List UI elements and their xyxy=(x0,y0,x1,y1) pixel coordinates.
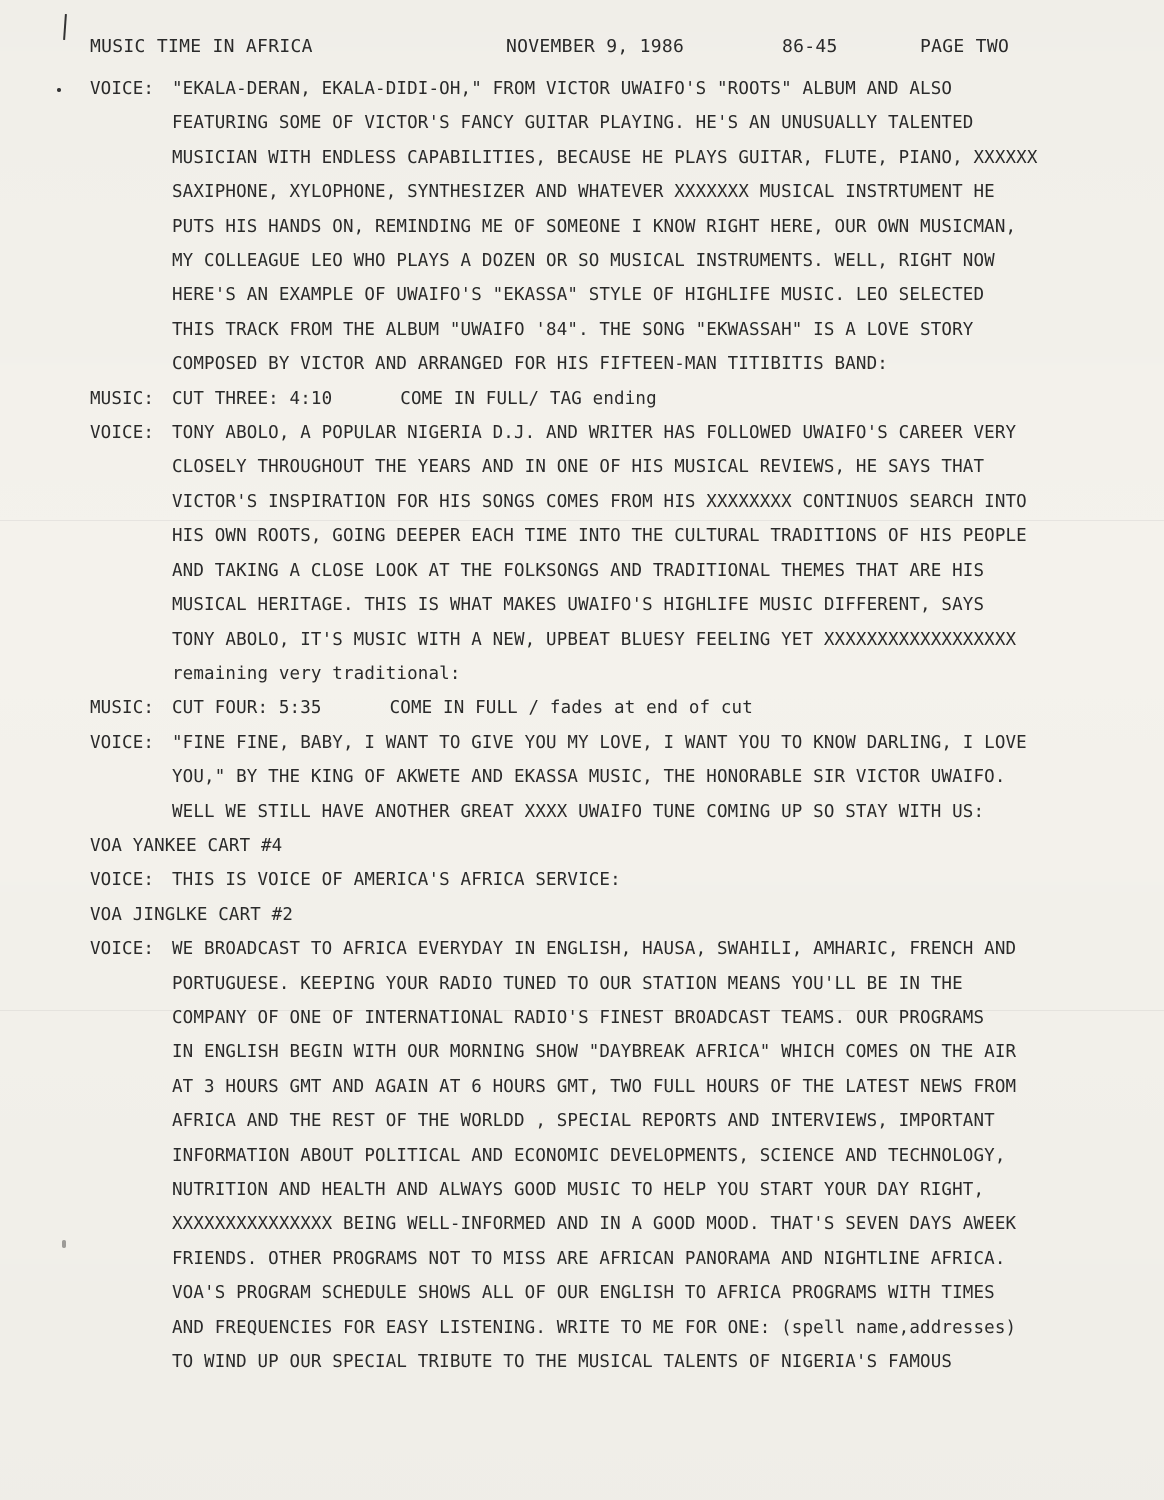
music-cue: CUT FOUR: 5:35 xyxy=(172,698,322,719)
script-line: THIS IS VOICE OF AMERICA'S AFRICA SERVICE: xyxy=(172,870,621,891)
script-line: TO WIND UP OUR SPECIAL TRIBUTE TO THE MUSICAL TALENTS OF NIGERIA'S FAMOUS xyxy=(172,1352,953,1373)
pen-mark xyxy=(63,14,67,40)
script-line: AND FREQUENCIES FOR EASY LISTENING. WRITE TO ME FOR ONE: (spell name,addresses) xyxy=(172,1317,1017,1338)
script-line: THIS TRACK FROM THE ALBUM "UWAIFO '84". THE SONG "EKWASSAH" IS A LOVE STORY xyxy=(172,319,974,340)
script-entry-music xyxy=(90,382,1130,416)
voice-text xyxy=(172,416,1130,691)
voice-text xyxy=(172,863,1130,897)
music-cue-line xyxy=(172,691,1130,725)
script-line: TONY ABOLO, A POPULAR NIGERIA D.J. AND WRITER HAS FOLLOWED UWAIFO'S CAREER VERY xyxy=(172,423,1017,444)
voice-text xyxy=(172,932,1130,1379)
script-line: NUTRITION AND HEALTH AND ALWAYS GOOD MUSIC TO HELP YOU START YOUR DAY RIGHT, xyxy=(172,1180,985,1200)
script-entry-voice xyxy=(90,416,1130,691)
speaker-label: VOICE: xyxy=(90,939,155,960)
script-line: HIS OWN ROOTS, GOING DEEPER EACH TIME INTO THE CULTURAL TRADITIONS OF HIS PEOPLE xyxy=(172,526,1027,547)
script-line: MY COLLEAGUE LEO WHO PLAYS A DOZEN OR SO MUSICAL INSTRUMENTS. WELL, RIGHT NOW xyxy=(172,251,995,272)
page-header xyxy=(90,36,1130,62)
music-direction: COME IN FULL/ TAG ending xyxy=(400,388,657,409)
script-entry-voice xyxy=(90,72,1130,382)
script-line: VICTOR'S INSPIRATION FOR HIS SONGS COMES FROM HIS XXXXXXXX CONTINUOS SEARCH INTO xyxy=(172,491,1027,512)
script-body xyxy=(90,72,1130,1379)
script-entry-voice xyxy=(90,932,1130,1379)
script-entry-voice xyxy=(90,863,1130,897)
script-line: PORTUGUESE. KEEPING YOUR RADIO TUNED TO OUR STATION MEANS YOU'LL BE IN THE xyxy=(172,973,963,994)
music-cue-line xyxy=(172,382,1130,416)
script-line: COMPANY OF ONE OF INTERNATIONAL RADIO'S FINEST BROADCAST TEAMS. OUR PROGRAMS xyxy=(172,1007,985,1028)
paper-mark xyxy=(62,1240,66,1248)
script-line: INFORMATION ABOUT POLITICAL AND ECONOMIC DEVELOPMENTS, SCIENCE AND TECHNOLOGY, xyxy=(172,1145,1006,1166)
script-line: XXXXXXXXXXXXXXX BEING WELL-INFORMED AND IN A GOOD MOOD. THAT'S SEVEN DAYS AWEEK xyxy=(172,1214,1017,1235)
script-line: WELL WE STILL HAVE ANOTHER GREAT XXXX UWAIFO TUNE COMING UP SO STAY WITH US: xyxy=(172,801,985,822)
script-line: WE BROADCAST TO AFRICA EVERYDAY IN ENGLISH, HAUSA, SWAHILI, AMHARIC, FRENCH AND xyxy=(172,939,1017,960)
music-cue: CUT THREE: 4:10 xyxy=(172,388,333,409)
script-line: "FINE FINE, BABY, I WANT TO GIVE YOU MY LOVE, I WANT YOU TO KNOW DARLING, I LOVE xyxy=(172,732,1027,753)
script-line: FRIENDS. OTHER PROGRAMS NOT TO MISS ARE AFRICAN PANORAMA AND NIGHTLINE AFRICA. xyxy=(172,1248,1006,1269)
script-entry-music xyxy=(90,691,1130,725)
script-line: MUSICIAN WITH ENDLESS CAPABILITIES, BECAUSE HE PLAYS GUITAR, FLUTE, PIANO, XXXXXX xyxy=(172,147,1038,168)
music-direction: COME IN FULL / fades at end of cut xyxy=(389,698,753,719)
script-line: CLOSELY THROUGHOUT THE YEARS AND IN ONE OF HIS MUSICAL REVIEWS, HE SAYS THAT xyxy=(172,457,985,478)
music-label: MUSIC: xyxy=(90,698,155,719)
script-line: AND TAKING A CLOSE LOOK AT THE FOLKSONGS AND TRADITIONAL THEMES THAT ARE HIS xyxy=(172,560,985,581)
script-line: MUSICAL HERITAGE. THIS IS WHAT MAKES UWAIFO'S HIGHLIFE MUSIC DIFFERENT, SAYS xyxy=(172,595,985,616)
script-line: YOU," BY THE KING OF AKWETE AND EKASSA MUSIC, THE HONORABLE SIR VICTOR UWAIFO. xyxy=(172,767,1006,788)
script-line: SAXIPHONE, XYLOPHONE, SYNTHESIZER AND WHATEVER XXXXXXX MUSICAL INSTRTUMENT HE xyxy=(172,182,995,203)
script-line: "EKALA-DERAN, EKALA-DIDI-OH," FROM VICTOR UWAIFO'S "ROOTS" ALBUM AND ALSO xyxy=(172,79,953,99)
script-line: AT 3 HOURS GMT AND AGAIN AT 6 HOURS GMT, TWO FULL HOURS OF THE LATEST NEWS FROM xyxy=(172,1076,1017,1097)
script-line: PUTS HIS HANDS ON, REMINDING ME OF SOMEONE I KNOW RIGHT HERE, OUR OWN MUSICMAN, xyxy=(172,216,1017,237)
speaker-label: VOICE: xyxy=(90,870,155,891)
script-line: VOA'S PROGRAM SCHEDULE SHOWS ALL OF OUR ENGLISH TO AFRICA PROGRAMS WITH TIMES xyxy=(172,1283,995,1304)
pen-dot xyxy=(57,88,61,92)
music-label: MUSIC: xyxy=(90,388,155,409)
script-entry-voice xyxy=(90,726,1130,829)
script-line: AFRICA AND THE REST OF THE WORLDD , SPECIAL REPORTS AND INTERVIEWS, IMPORTANT xyxy=(172,1111,995,1132)
voice-text xyxy=(172,726,1130,829)
voice-text xyxy=(172,72,1130,382)
script-line: HERE'S AN EXAMPLE OF UWAIFO'S "EKASSA" STYLE OF HIGHLIFE MUSIC. LEO SELECTED xyxy=(172,285,985,306)
music-cue-row xyxy=(172,691,1130,725)
program-title: MUSIC TIME IN AFRICA xyxy=(90,36,313,57)
script-line: COMPOSED BY VICTOR AND ARRANGED FOR HIS FIFTEEN-MAN TITIBITIS BAND: xyxy=(172,354,888,375)
page-number: PAGE TWO xyxy=(920,36,1010,57)
broadcast-date: NOVEMBER 9, 1986 xyxy=(506,36,685,57)
script-line: FEATURING SOME OF VICTOR'S FANCY GUITAR PLAYING. HE'S AN UNUSUALLY TALENTED xyxy=(172,113,974,134)
script-line: remaining very traditional: xyxy=(172,663,461,684)
program-number: 86-45 xyxy=(782,36,838,57)
script-line: IN ENGLISH BEGIN WITH OUR MORNING SHOW "DAYBREAK AFRICA" WHICH COMES ON THE AIR xyxy=(172,1042,1017,1063)
speaker-label: VOICE: xyxy=(90,732,155,753)
speaker-label: VOICE: xyxy=(90,423,155,444)
cart-cue: VOA YANKEE CART #4 xyxy=(90,835,283,856)
script-line: TONY ABOLO, IT'S MUSIC WITH A NEW, UPBEAT BLUESY FEELING YET XXXXXXXXXXXXXXXXXX xyxy=(172,629,1017,650)
speaker-label: VOICE: xyxy=(90,79,155,99)
cart-cue: VOA JINGLKE CART #2 xyxy=(90,904,294,925)
music-cue-row xyxy=(172,382,1130,416)
